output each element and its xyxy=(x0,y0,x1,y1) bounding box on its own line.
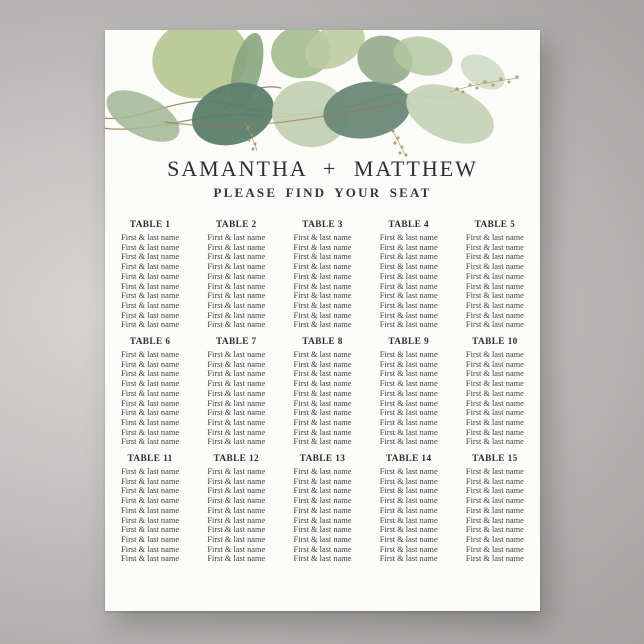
guest-name: First & last name xyxy=(379,544,438,554)
table-number-heading: TABLE 11 xyxy=(127,454,173,465)
guest-name: First & last name xyxy=(121,515,180,525)
guest-name: First & last name xyxy=(379,242,438,252)
guest-list xyxy=(107,233,193,330)
guest-name: First & last name xyxy=(293,252,352,262)
guest-name: First & last name xyxy=(379,252,438,262)
guest-name: First & last name xyxy=(207,300,266,310)
guest-name: First & last name xyxy=(379,300,438,310)
guest-name: First & last name xyxy=(121,300,180,310)
guest-name: First & last name xyxy=(379,408,438,418)
guest-name: First & last name xyxy=(293,486,352,496)
guest-name: First & last name xyxy=(293,515,352,525)
guest-name: First & last name xyxy=(293,300,352,310)
guest-name: First & last name xyxy=(121,496,180,506)
guest-name: First & last name xyxy=(121,310,180,320)
guest-name: First & last name xyxy=(379,437,438,447)
table-section xyxy=(452,219,538,330)
guest-name: First & last name xyxy=(379,271,438,281)
guest-name: First & last name xyxy=(293,281,352,291)
guest-name: First & last name xyxy=(293,476,352,486)
table-section xyxy=(366,453,452,564)
guest-list xyxy=(107,467,193,564)
guest-name: First & last name xyxy=(465,408,524,418)
table-number-heading: TABLE 12 xyxy=(213,454,260,465)
guest-name: First & last name xyxy=(293,408,352,418)
guest-name: First & last name xyxy=(207,398,266,408)
guest-name: First & last name xyxy=(465,554,524,564)
guest-name: First & last name xyxy=(293,310,352,320)
table-number-heading: TABLE 8 xyxy=(302,337,343,348)
guest-name: First & last name xyxy=(379,515,438,525)
table-number-heading: TABLE 1 xyxy=(129,220,171,230)
guest-name: First & last name xyxy=(465,515,524,525)
guest-name: First & last name xyxy=(207,388,266,398)
guest-name: First & last name xyxy=(379,496,438,506)
guest-name: First & last name xyxy=(379,320,438,330)
guest-name: First & last name xyxy=(121,408,180,418)
guest-name: First & last name xyxy=(121,417,180,427)
guest-name: First & last name xyxy=(465,379,524,389)
table-number-heading: TABLE 14 xyxy=(385,454,432,465)
table-number-heading: TABLE 2 xyxy=(215,220,257,230)
guest-name: First & last name xyxy=(121,525,180,535)
table-number-heading: TABLE 10 xyxy=(472,337,518,348)
guest-name: First & last name xyxy=(465,271,524,281)
table-number-heading: TABLE 15 xyxy=(472,454,518,465)
guest-name: First & last name xyxy=(207,359,266,369)
guest-name: First & last name xyxy=(465,388,524,398)
guest-name: First & last name xyxy=(121,467,180,477)
guest-name: First & last name xyxy=(293,467,352,477)
guest-name: First & last name xyxy=(207,534,266,544)
guest-name: First & last name xyxy=(465,291,524,301)
table-section xyxy=(366,336,452,447)
guest-name: First & last name xyxy=(207,369,266,379)
guest-name: First & last name xyxy=(379,398,438,408)
guest-list xyxy=(193,350,279,447)
guest-name: First & last name xyxy=(207,281,266,291)
guest-name: First & last name xyxy=(207,437,266,447)
table-section xyxy=(193,336,279,447)
seating-chart-poster xyxy=(105,30,540,611)
guest-name: First & last name xyxy=(121,281,180,291)
guest-name: First & last name xyxy=(293,242,352,252)
guest-name: First & last name xyxy=(293,417,352,427)
guest-name: First & last name xyxy=(293,320,352,330)
guest-name: First & last name xyxy=(207,262,266,272)
guest-name: First & last name xyxy=(293,525,352,535)
guest-name: First & last name xyxy=(465,242,524,252)
guest-name: First & last name xyxy=(121,437,180,447)
guest-name: First & last name xyxy=(465,300,524,310)
guest-name: First & last name xyxy=(293,505,352,515)
table-number-heading: TABLE 7 xyxy=(215,337,257,348)
table-section xyxy=(107,336,193,447)
guest-list xyxy=(452,350,538,447)
guest-name: First & last name xyxy=(293,388,352,398)
guest-name: First & last name xyxy=(207,252,266,262)
guest-name: First & last name xyxy=(207,476,266,486)
table-section xyxy=(279,336,365,447)
guest-name: First & last name xyxy=(121,388,180,398)
guest-name: First & last name xyxy=(379,486,438,496)
guest-name: First & last name xyxy=(121,359,180,369)
guest-name: First & last name xyxy=(207,291,266,301)
table-number-heading: TABLE 6 xyxy=(129,337,171,348)
guest-name: First & last name xyxy=(207,233,266,242)
guest-name: First & last name xyxy=(207,310,266,320)
guest-name: First & last name xyxy=(293,544,352,554)
guest-list xyxy=(452,467,538,564)
guest-name: First & last name xyxy=(207,350,266,360)
guest-name: First & last name xyxy=(379,388,438,398)
guest-name: First & last name xyxy=(465,437,524,447)
table-number-heading: TABLE 13 xyxy=(299,454,346,465)
guest-name: First & last name xyxy=(207,408,266,418)
guest-name: First & last name xyxy=(207,515,266,525)
table-section xyxy=(452,336,538,447)
guest-name: First & last name xyxy=(465,310,524,320)
guest-name: First & last name xyxy=(465,359,524,369)
guest-name: First & last name xyxy=(465,252,524,262)
guest-name: First & last name xyxy=(465,476,524,486)
guest-name: First & last name xyxy=(207,505,266,515)
guest-name: First & last name xyxy=(293,496,352,506)
guest-name: First & last name xyxy=(207,525,266,535)
guest-name: First & last name xyxy=(207,496,266,506)
guest-name: First & last name xyxy=(465,525,524,535)
guest-name: First & last name xyxy=(465,427,524,437)
table-number-heading: TABLE 3 xyxy=(302,220,343,230)
guest-list xyxy=(366,467,452,564)
guest-name: First & last name xyxy=(465,417,524,427)
guest-name: First & last name xyxy=(465,350,524,360)
guest-name: First & last name xyxy=(121,544,180,554)
guest-name: First & last name xyxy=(121,505,180,515)
guest-name: First & last name xyxy=(293,233,352,242)
guest-name: First & last name xyxy=(465,505,524,515)
guest-name: First & last name xyxy=(379,534,438,544)
guest-list xyxy=(279,467,365,564)
guest-name: First & last name xyxy=(293,291,352,301)
guest-name: First & last name xyxy=(465,544,524,554)
guest-name: First & last name xyxy=(293,398,352,408)
guest-name: First & last name xyxy=(207,242,266,252)
guest-name: First & last name xyxy=(293,379,352,389)
guest-name: First & last name xyxy=(121,350,180,360)
guest-name: First & last name xyxy=(121,379,180,389)
guest-name: First & last name xyxy=(465,496,524,506)
guest-list xyxy=(279,350,365,447)
guest-name: First & last name xyxy=(379,427,438,437)
guest-name: First & last name xyxy=(465,281,524,291)
guest-name: First & last name xyxy=(293,369,352,379)
guest-name: First & last name xyxy=(379,350,438,360)
guest-name: First & last name xyxy=(465,262,524,272)
guest-name: First & last name xyxy=(465,320,524,330)
guest-name: First & last name xyxy=(121,534,180,544)
guest-name: First & last name xyxy=(121,486,180,496)
guest-list xyxy=(452,233,538,330)
table-section xyxy=(366,219,452,330)
guest-name: First & last name xyxy=(379,359,438,369)
guest-name: First & last name xyxy=(293,359,352,369)
guest-name: First & last name xyxy=(379,291,438,301)
table-section xyxy=(107,219,193,330)
guest-name: First & last name xyxy=(379,476,438,486)
table-section xyxy=(452,453,538,564)
guest-name: First & last name xyxy=(207,544,266,554)
guest-list xyxy=(279,233,365,330)
eucalyptus-greenery-graphic xyxy=(105,30,540,175)
guest-name: First & last name xyxy=(293,534,352,544)
guest-name: First & last name xyxy=(379,417,438,427)
guest-name: First & last name xyxy=(121,262,180,272)
guest-name: First & last name xyxy=(379,262,438,272)
guest-name: First & last name xyxy=(465,467,524,477)
guest-name: First & last name xyxy=(293,350,352,360)
guest-name: First & last name xyxy=(121,398,180,408)
guest-name: First & last name xyxy=(465,369,524,379)
table-number-heading: TABLE 4 xyxy=(388,220,429,230)
table-number-heading: TABLE 5 xyxy=(474,220,516,230)
guest-name: First & last name xyxy=(207,427,266,437)
guest-list xyxy=(366,350,452,447)
guest-name: First & last name xyxy=(207,320,266,330)
guest-name: First & last name xyxy=(121,427,180,437)
guest-name: First & last name xyxy=(379,525,438,535)
guest-name: First & last name xyxy=(379,505,438,515)
guest-name: First & last name xyxy=(465,486,524,496)
guest-name: First & last name xyxy=(207,379,266,389)
table-section xyxy=(107,453,193,564)
guest-name: First & last name xyxy=(207,467,266,477)
guest-name: First & last name xyxy=(379,554,438,564)
guest-name: First & last name xyxy=(207,417,266,427)
guest-name: First & last name xyxy=(293,427,352,437)
guest-name: First & last name xyxy=(465,233,524,242)
guest-name: First & last name xyxy=(379,379,438,389)
table-number-heading: TABLE 9 xyxy=(388,337,429,348)
guest-name: First & last name xyxy=(379,369,438,379)
guest-name: First & last name xyxy=(121,242,180,252)
find-your-seat-subtitle: PLEASE FIND YOUR SEAT xyxy=(213,185,432,200)
guest-name: First & last name xyxy=(207,486,266,496)
table-section xyxy=(193,219,279,330)
table-section xyxy=(193,453,279,564)
guest-list xyxy=(193,467,279,564)
seating-grid xyxy=(107,219,538,564)
guest-name: First & last name xyxy=(207,554,266,564)
guest-name: First & last name xyxy=(465,398,524,408)
guest-name: First & last name xyxy=(293,262,352,272)
guest-name: First & last name xyxy=(121,554,180,564)
table-section xyxy=(279,453,365,564)
guest-name: First & last name xyxy=(121,369,180,379)
guest-list xyxy=(366,233,452,330)
table-section xyxy=(279,219,365,330)
guest-name: First & last name xyxy=(379,233,438,242)
guest-name: First & last name xyxy=(379,281,438,291)
guest-name: First & last name xyxy=(379,467,438,477)
guest-name: First & last name xyxy=(121,233,180,242)
guest-name: First & last name xyxy=(465,534,524,544)
guest-name: First & last name xyxy=(121,252,180,262)
guest-name: First & last name xyxy=(293,554,352,564)
guest-name: First & last name xyxy=(121,271,180,281)
guest-name: First & last name xyxy=(121,320,180,330)
couple-names-title: SAMANTHA + MATTHEW xyxy=(167,156,478,181)
guest-list xyxy=(107,350,193,447)
guest-name: First & last name xyxy=(379,310,438,320)
guest-name: First & last name xyxy=(121,476,180,486)
guest-list xyxy=(193,233,279,330)
guest-name: First & last name xyxy=(293,437,352,447)
guest-name: First & last name xyxy=(293,271,352,281)
guest-name: First & last name xyxy=(121,291,180,301)
guest-name: First & last name xyxy=(207,271,266,281)
